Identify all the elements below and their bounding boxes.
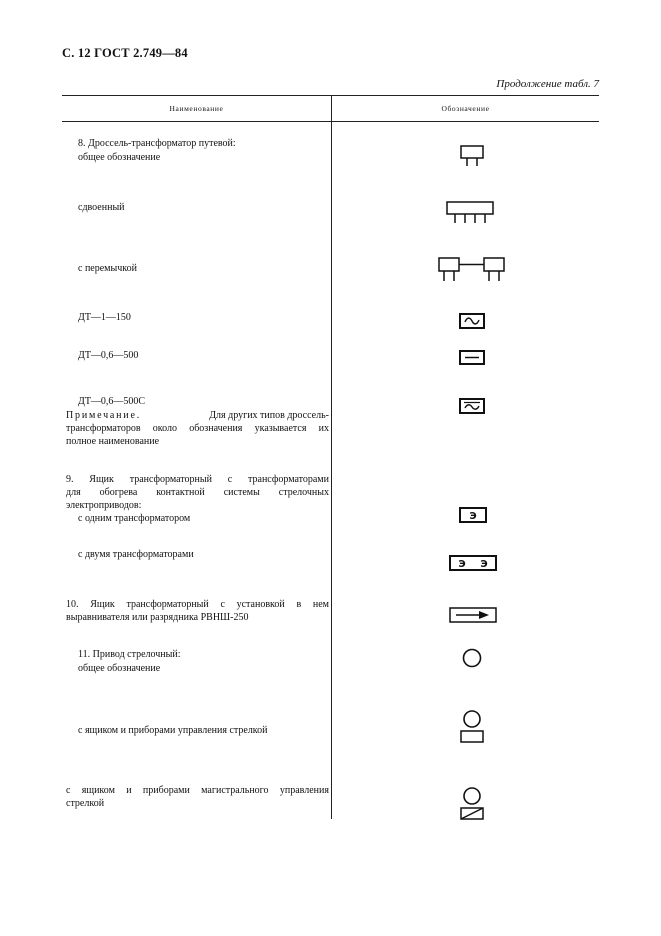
note-line-1 (66, 409, 329, 422)
item-9-line-2: для обогрева контактной системы стрелочных (66, 487, 329, 498)
choke-transformer-symbol (455, 144, 491, 170)
column-divider (331, 95, 332, 819)
item-10-line-1: 10. Ящик трансформаторный с установкой в нем (66, 599, 329, 610)
note-label: Примечание. (66, 410, 142, 421)
switch-drive-symbol (461, 647, 483, 669)
item-8-dt-06-500: ДТ—0,6—500 (78, 350, 139, 361)
item-9-two-transformers: с двумя трансформаторами (78, 549, 194, 560)
one-transformer-box-symbol (458, 506, 488, 524)
switch-drive-mainline-symbol (458, 786, 486, 822)
equalizer-arrester-box-symbol (448, 606, 498, 624)
page-header: С. 12 ГОСТ 2.749—84 (62, 46, 188, 60)
item-8-general: общее обозначение (78, 152, 161, 163)
item-8-dt-06-500c: ДТ—0,6—500С (78, 396, 146, 407)
dt-06-500-symbol (458, 349, 486, 366)
jumper-choke-transformer-symbol (436, 255, 508, 285)
note-line-1-text: Для других типов дроссель- (209, 410, 329, 421)
table-continuation-label: Продолжение табл. 7 (496, 78, 599, 90)
item-9-line-3: электроприводов: (66, 500, 142, 511)
item-8-jumper: с перемычкой (78, 263, 137, 274)
transformer-letter-right: Э (480, 559, 488, 570)
item-11-main-line-2: стрелкой (66, 798, 105, 809)
column-header-symbol: Обозначение (441, 104, 490, 113)
item-8-title: 8. Дроссель-трансформатор путевой: (78, 138, 236, 149)
item-9-one-transformer: с одним трансформатором (78, 513, 191, 524)
item-11-general: общее обозначение (78, 663, 161, 674)
note-line-2: трансформаторов около обозначения указывается их (66, 423, 329, 434)
item-8-dt-1-150: ДТ—1—150 (78, 312, 131, 323)
item-10-line-2: выравнивателя или разрядника РВНШ-250 (66, 612, 249, 623)
dt-06-500c-symbol (458, 397, 486, 415)
two-transformers-box-symbol (448, 554, 498, 572)
item-11-main-line-1: с ящиком и приборами магистрального управления (66, 785, 329, 796)
dt-1-150-symbol (458, 312, 486, 330)
dual-choke-transformer-symbol (445, 200, 497, 226)
column-header-name: Наименование (169, 104, 224, 113)
transformer-letter: Э (469, 511, 477, 522)
item-11-title: 11. Привод стрелочный: (78, 649, 181, 660)
note-line-3: полное наименование (66, 436, 160, 447)
transformer-letter-left: Э (458, 559, 466, 570)
item-8-dual: сдвоенный (78, 202, 125, 213)
item-9-line-1: 9. Ящик трансформаторный с трансформаторами (66, 474, 329, 485)
item-11-with-box: с ящиком и приборами управления стрелкой (78, 725, 268, 736)
switch-drive-with-box-symbol (458, 709, 486, 745)
